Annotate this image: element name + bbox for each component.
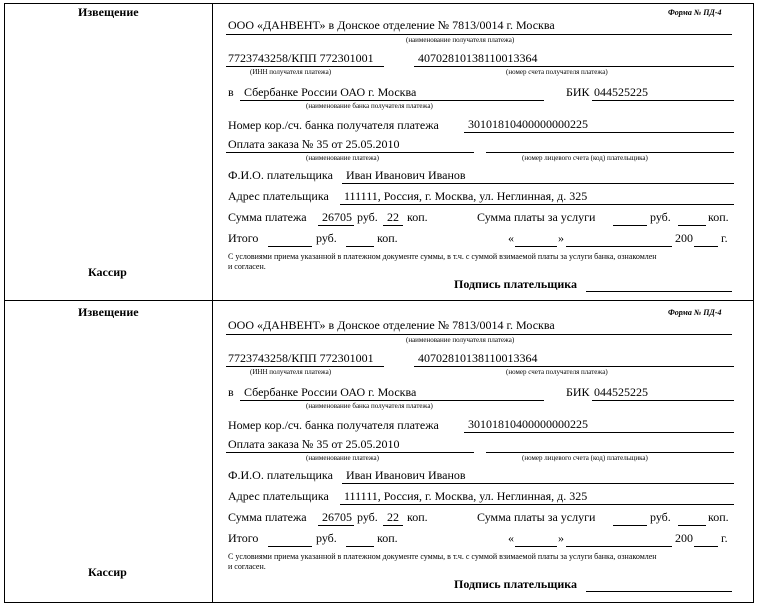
service-label: Сумма платы за услуги <box>477 210 596 224</box>
bik-label: БИК <box>566 85 590 99</box>
total-kop-underline <box>346 546 374 547</box>
form-code: Форма № ПД-4 <box>668 308 722 317</box>
service-kop-label: коп. <box>708 210 729 224</box>
corr-underline <box>464 132 734 133</box>
service-rub-label: руб. <box>650 210 671 224</box>
account-caption: (номер счета получателя платежа) <box>506 68 608 76</box>
recipient-underline <box>226 334 732 335</box>
corr-underline <box>464 432 734 433</box>
recipient-caption: (наименование получателя платежа) <box>406 36 515 44</box>
recipient-value: ООО «ДАНВЕНТ» в Донское отделение № 7813/0014 г. Москва <box>228 318 555 332</box>
total-label: Итого <box>228 231 259 245</box>
date-quote-close: » <box>558 231 564 245</box>
cashier-label: Кассир <box>88 265 127 279</box>
bank-value: Сбербанке России ОАО г. Москва <box>244 385 417 399</box>
bik-value: 044525225 <box>594 85 648 99</box>
corr-value: 30101810400000000225 <box>468 117 588 131</box>
total-rub-label: руб. <box>316 231 337 245</box>
recipient-caption: (наименование получателя платежа) <box>406 336 515 344</box>
bank-underline <box>240 400 544 401</box>
service-kop-label: коп. <box>708 510 729 524</box>
service-rub-underline <box>613 225 647 226</box>
sum-rub-label: руб. <box>357 210 378 224</box>
address-value: 111111, Россия, г. Москва, ул. Неглинная, д. 325 <box>344 489 588 503</box>
signature-label: Подпись плательщика <box>454 277 577 291</box>
inn-underline <box>226 366 384 367</box>
date-year-suffix: г. <box>721 231 728 245</box>
terms-text: С условиями приема указанной в платежном документе суммы, в т.ч. с суммой взимаемой платы за услуги банка, ознакомлен <box>228 552 657 561</box>
payer-label: Ф.И.О. плательщика <box>228 168 333 182</box>
signature-underline <box>586 591 732 592</box>
address-underline <box>340 204 734 205</box>
date-year: 200 <box>675 231 693 245</box>
signature-underline <box>586 291 732 292</box>
sum-rub-underline <box>318 225 354 226</box>
cashier-label: Кассир <box>88 565 127 579</box>
payment-name-value: Оплата заказа № 35 от 25.05.2010 <box>228 137 400 151</box>
date-quote-open: « <box>508 231 514 245</box>
bank-caption: (наименование банка получателя платежа) <box>306 102 433 110</box>
date-quote-close: » <box>558 531 564 545</box>
personal-account-underline <box>486 452 734 453</box>
service-kop-underline <box>678 525 706 526</box>
account-underline <box>414 366 734 367</box>
sum-label: Сумма платежа <box>228 210 307 224</box>
sum-kop-label: коп. <box>407 510 428 524</box>
payer-underline <box>342 183 734 184</box>
sum-rub-value: 26705 <box>322 210 352 224</box>
payment-name-underline <box>226 452 474 453</box>
bik-label: БИК <box>566 385 590 399</box>
sum-kop-underline <box>383 525 403 526</box>
payer-value: Иван Иванович Иванов <box>346 468 466 482</box>
bik-value: 044525225 <box>594 385 648 399</box>
recipient-underline <box>226 34 732 35</box>
personal-account-underline <box>486 152 734 153</box>
address-label: Адрес плательщика <box>228 189 329 203</box>
notice-label: Извещение <box>78 305 139 319</box>
bank-underline <box>240 100 544 101</box>
sum-rub-value: 26705 <box>322 510 352 524</box>
date-day-underline <box>515 546 557 547</box>
address-underline <box>340 504 734 505</box>
bank-value: Сбербанке России ОАО г. Москва <box>244 85 417 99</box>
date-year: 200 <box>675 531 693 545</box>
date-quote-open: « <box>508 531 514 545</box>
payer-value: Иван Иванович Иванов <box>346 168 466 182</box>
account-value: 40702810138110013364 <box>418 51 538 65</box>
date-month-underline <box>566 246 672 247</box>
date-day-underline <box>515 246 557 247</box>
sum-kop-value: 22 <box>387 510 399 524</box>
bank-caption: (наименование банка получателя платежа) <box>306 402 433 410</box>
receipt-section-1 <box>0 0 758 300</box>
terms-text: С условиями приема указанной в платежном документе суммы, в т.ч. с суммой взимаемой платы за услуги банка, ознакомлен <box>228 252 657 261</box>
sum-kop-underline <box>383 225 403 226</box>
payer-underline <box>342 483 734 484</box>
inn-caption: (ИНН получателя платежа) <box>250 68 332 76</box>
service-label: Сумма платы за услуги <box>477 510 596 524</box>
service-rub-label: руб. <box>650 510 671 524</box>
date-month-underline <box>566 546 672 547</box>
date-year-suffix: г. <box>721 531 728 545</box>
sum-label: Сумма платежа <box>228 510 307 524</box>
form-code: Форма № ПД-4 <box>668 8 722 17</box>
total-rub-underline <box>268 246 312 247</box>
payment-caption: (наименование платежа) <box>306 154 379 162</box>
notice-label: Извещение <box>78 5 139 19</box>
personal-account-caption: (номер лицевого счета (код) плательщика) <box>522 154 648 162</box>
account-value: 40702810138110013364 <box>418 351 538 365</box>
sum-kop-value: 22 <box>387 210 399 224</box>
total-kop-label: коп. <box>377 531 398 545</box>
payment-name-value: Оплата заказа № 35 от 25.05.2010 <box>228 437 400 451</box>
total-rub-underline <box>268 546 312 547</box>
sum-kop-label: коп. <box>407 210 428 224</box>
receipt-section-2 <box>0 300 758 602</box>
terms-text-line2: и согласен. <box>228 262 266 271</box>
corr-label: Номер кор./сч. банка получателя платежа <box>228 418 439 432</box>
sum-rub-underline <box>318 525 354 526</box>
bank-prefix: в <box>228 385 234 399</box>
total-kop-label: коп. <box>377 231 398 245</box>
date-year-underline <box>694 246 718 247</box>
total-rub-label: руб. <box>316 531 337 545</box>
corr-label: Номер кор./сч. банка получателя платежа <box>228 118 439 132</box>
service-rub-underline <box>613 525 647 526</box>
bik-underline <box>592 400 734 401</box>
recipient-value: ООО «ДАНВЕНТ» в Донское отделение № 7813/0014 г. Москва <box>228 18 555 32</box>
inn-value: 7723743258/КПП 772301001 <box>228 351 374 365</box>
inn-underline <box>226 66 384 67</box>
inn-caption: (ИНН получателя платежа) <box>250 368 332 376</box>
account-caption: (номер счета получателя платежа) <box>506 368 608 376</box>
inn-value: 7723743258/КПП 772301001 <box>228 51 374 65</box>
address-label: Адрес плательщика <box>228 489 329 503</box>
bank-prefix: в <box>228 85 234 99</box>
total-label: Итого <box>228 531 259 545</box>
payer-label: Ф.И.О. плательщика <box>228 468 333 482</box>
date-year-underline <box>694 546 718 547</box>
payment-caption: (наименование платежа) <box>306 454 379 462</box>
service-kop-underline <box>678 225 706 226</box>
border-bottom <box>4 602 754 603</box>
total-kop-underline <box>346 246 374 247</box>
account-underline <box>414 66 734 67</box>
terms-text-line2: и согласен. <box>228 562 266 571</box>
corr-value: 30101810400000000225 <box>468 417 588 431</box>
sum-rub-label: руб. <box>357 510 378 524</box>
signature-label: Подпись плательщика <box>454 577 577 591</box>
personal-account-caption: (номер лицевого счета (код) плательщика) <box>522 454 648 462</box>
bik-underline <box>592 100 734 101</box>
address-value: 111111, Россия, г. Москва, ул. Неглинная, д. 325 <box>344 189 588 203</box>
payment-name-underline <box>226 152 474 153</box>
